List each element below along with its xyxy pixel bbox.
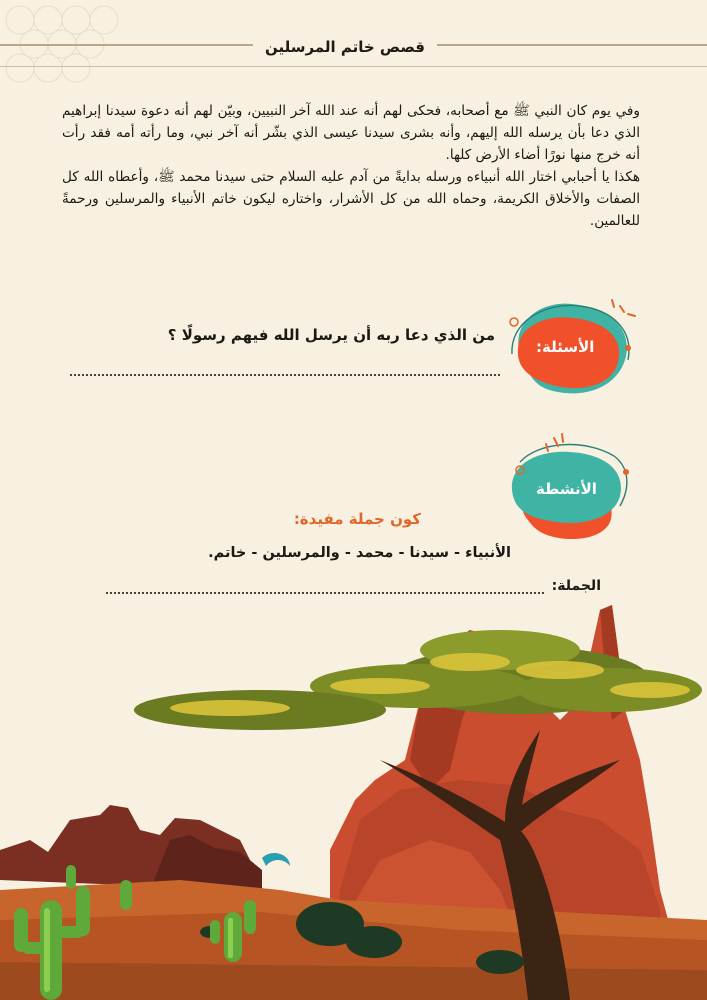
answer-line[interactable]: [70, 374, 500, 376]
activity-title: كون جملة مفيدة:: [293, 510, 421, 528]
story-text: [62, 100, 640, 232]
story-paragraph-1: وفي يوم كان النبي ﷺ مع أصحابه، فحكى لهم أنه عند الله آخر النبيين، وبيّن لهم أنه دعوة سيدنا إبراهيم الذي دعا بأن يرسله الله إليهم، وأنه بشرى سيدنا عيسى الذي بشّر أنه آخر نبي، وما رأته أمه فقد رأت أنه خرج منها نورًا أضاء الأرض كلها.: [62, 103, 640, 163]
question-text: من الذي دعا ربه أن يرسل الله فيهم رسولًا ؟: [167, 326, 495, 344]
story-paragraph-2: هكذا يا أحبابي اختار الله أنبياءه ورسله بدايةً من آدم عليه السلام حتى سيدنا محمد ﷺ، وأعطاه الله كل الصفات والأخلاق الكريمة، وحماه الله من كل الأشرار، واختاره ليكون خاتم الأنبياء والمرسلين ورحمةً للعالمين.: [62, 169, 640, 229]
activity-word-list: الأنبياء - سيدنا - محمد - والمرسلين - خاتم.: [208, 545, 511, 561]
desert-tree-illustration: [0, 590, 707, 1000]
header-title: قصص خاتم المرسلين: [253, 38, 437, 56]
header-rule-bottom: [0, 66, 707, 67]
sentence-label: الجملة:: [551, 578, 601, 594]
activities-badge-label: الأنشطة: [536, 480, 597, 498]
page-header: [0, 32, 707, 78]
questions-badge-label: الأسئلة:: [536, 338, 595, 356]
